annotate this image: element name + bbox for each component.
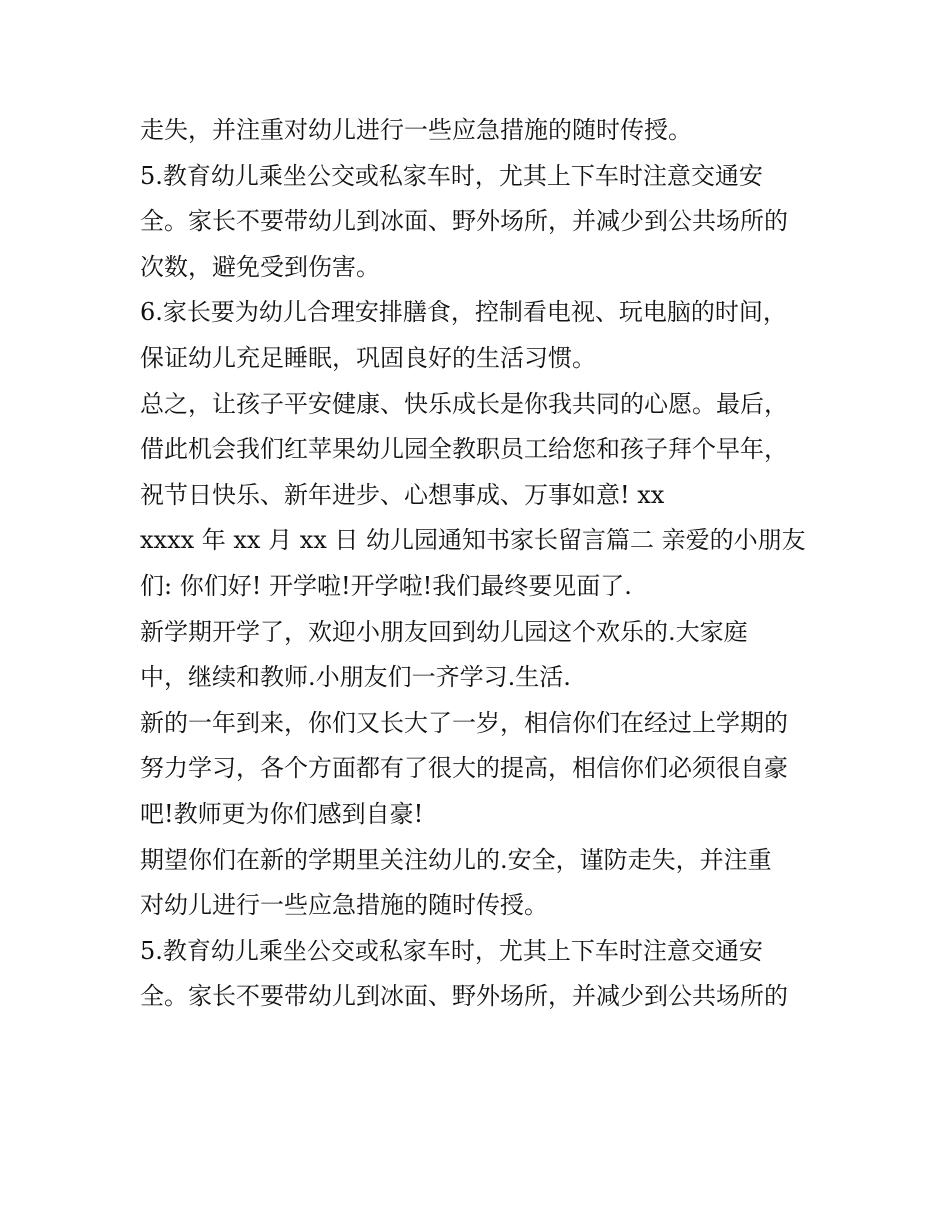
text-line: 努力学习，各个方面都有了很大的提高，相信你们必须很自豪 (140, 754, 788, 783)
text-line: 祝节日快乐、新年进步、心想事成、万事如意! xx (140, 480, 665, 509)
document-body (140, 108, 840, 1020)
text-line: 5.教育幼儿乘坐公交或私家车时，尤其上下车时注意交通安 (140, 161, 763, 190)
text-line: xxxx 年 xx 月 xx 日 幼儿园通知书家长留言篇二 亲爱的小朋友 (140, 526, 806, 555)
text-line: 次数，避免受到伤害。 (140, 252, 380, 281)
text-line: 全。家长不要带幼儿到冰面、野外场所，并减少到公共场所的 (140, 207, 788, 236)
text-line: 5.教育幼儿乘坐公交或私家车时，尤其上下车时注意交通安 (140, 936, 763, 965)
text-line: 新学期开学了，欢迎小朋友回到幼儿园这个欢乐的.大家庭 (140, 617, 748, 646)
text-line: 新的一年到来，你们又长大了一岁，相信你们在经过上学期的 (140, 708, 788, 737)
text-line: 走失，并注重对幼儿进行一些应急措施的随时传授。 (140, 116, 692, 144)
text-line: 6.家长要为幼儿合理安排膳食，控制看电视、玩电脑的时间， (140, 298, 787, 327)
text-line: 们: 你们好! 开学啦!开学啦!我们最终要见面了. (140, 571, 632, 600)
text-line: 总之，让孩子平安健康、快乐成长是你我共同的心愿。最后， (140, 389, 788, 418)
text-line: 全。家长不要带幼儿到冰面、野外场所，并减少到公共场所的 (140, 982, 788, 1011)
text-line: 吧!教师更为你们感到自豪! (140, 799, 424, 828)
text-line: 借此机会我们红苹果幼儿园全教职员工给您和孩子拜个早年， (140, 435, 788, 464)
text-line: 期望你们在新的学期里关注幼儿的.安全，谨防走失，并注重 (140, 845, 772, 874)
text-line: 对幼儿进行一些应急措施的随时传授。 (140, 891, 548, 920)
text-line: 中，继续和教师.小朋友们一齐学习.生活. (140, 663, 571, 692)
text-line: 保证幼儿充足睡眠，巩固良好的生活习惯。 (140, 343, 596, 372)
